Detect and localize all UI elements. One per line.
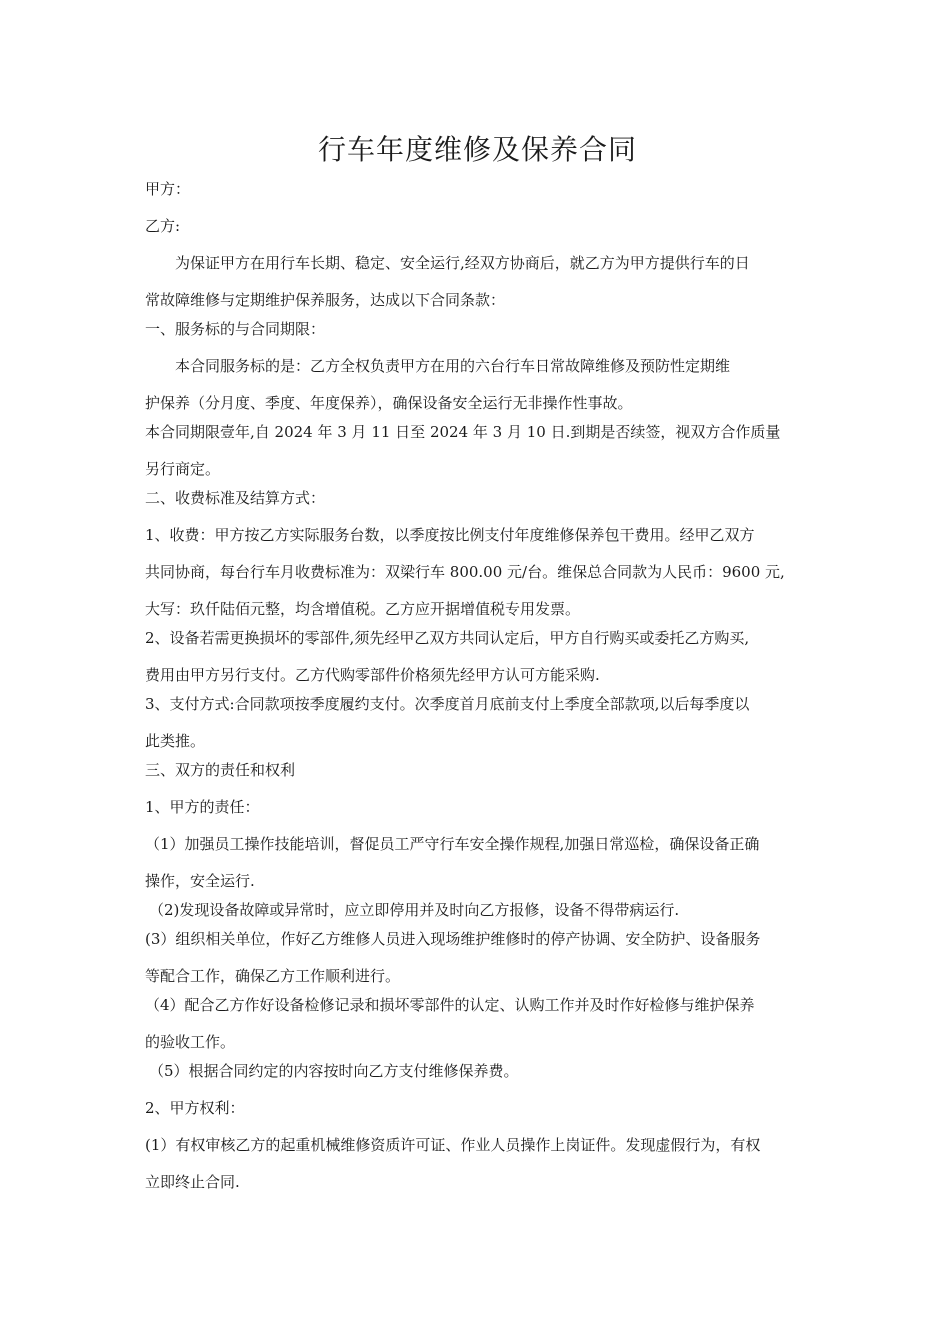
section-heading-3: 三、双方的责任和权利	[145, 761, 296, 779]
payment-line-1: 3、支付方式:合同款项按季度履约支付。次季度首月底前支付上季度全部款项,以后每季度以	[145, 695, 750, 713]
fee-line-2: 共同协商，每台行车月收费标准为：双梁行车 800.00 元/台。维保总合同款为人民币：9600 元,	[145, 563, 785, 581]
parts-line-1: 2、设备若需更换损坏的零部件,须先经甲乙双方共同认定后，甲方自行购买或委托乙方购买,	[145, 629, 750, 647]
term-line-2: 另行商定。	[145, 460, 221, 478]
party-a-line: 甲方：	[145, 180, 191, 198]
duty-3-line-2: 等配合工作，确保乙方工作顺利进行。	[145, 967, 401, 985]
service-subject-line-1: 本合同服务标的是：乙方全权负责甲方在用的六台行车日常故障维修及预防性定期维	[175, 357, 731, 375]
payment-line-2: 此类推。	[145, 732, 206, 750]
right-1-line-1: (1）有权审核乙方的起重机械维修资质许可证、作业人员操作上岗证件。发现虚假行为，有权	[145, 1136, 761, 1154]
duty-4-line-1: （4）配合乙方作好设备检修记录和损坏零部件的认定、认购工作并及时作好检修与维护保养	[145, 996, 755, 1014]
fee-line-3: 大写：玖仟陆佰元整，均含增值税。乙方应开据增值税专用发票。	[145, 600, 581, 618]
party-a-rights-heading: 2、甲方权利：	[145, 1099, 245, 1117]
fee-line-1: 1、收费：甲方按乙方实际服务台数，以季度按比例支付年度维修保养包干费用。经甲乙双方	[145, 526, 755, 544]
section-heading-2: 二、收费标准及结算方式：	[145, 489, 326, 507]
parts-line-2: 费用由甲方另行支付。乙方代购零部件价格须先经甲方认可方能采购.	[145, 666, 600, 684]
service-subject-line-2: 护保养（分月度、季度、年度保养），确保设备安全运行无非操作性事故。	[145, 394, 633, 412]
duty-1-line-2: 操作，安全运行.	[145, 872, 255, 890]
duty-4-line-2: 的验收工作。	[145, 1033, 236, 1051]
party-a-duties-heading: 1、甲方的责任：	[145, 798, 260, 816]
preamble-line-2: 常故障维修与定期维护保养服务，达成以下合同条款：	[145, 291, 506, 309]
right-1-line-2: 立即终止合同.	[145, 1173, 240, 1191]
term-line-1: 本合同期限壹年,自 2024 年 3 月 11 日至 2024 年 3 月 10 日.到期是否续签，视双方合作质量	[145, 423, 781, 441]
duty-5-line: （5）根据合同约定的内容按时向乙方支付维修保养费。	[149, 1062, 519, 1080]
section-heading-1: 一、服务标的与合同期限：	[145, 320, 326, 338]
party-b-line: 乙方:	[145, 217, 181, 235]
duty-1-line-1: （1）加强员工操作技能培训，督促员工严守行车安全操作规程,加强日常巡检，确保设备正确	[145, 835, 760, 853]
duty-3-line-1: (3）组织相关单位，作好乙方维修人员进入现场维护维修时的停产协调、安全防护、设备服务	[145, 930, 761, 948]
duty-2-line: （2)发现设备故障或异常时，应立即停用并及时向乙方报修，设备不得带病运行.	[149, 901, 680, 919]
document-page	[145, 128, 810, 1194]
preamble-line-1: 为保证甲方在用行车长期、稳定、安全运行,经双方协商后，就乙方为甲方提供行车的日	[175, 254, 750, 272]
document-title: 行车年度维修及保养合同	[317, 133, 637, 166]
